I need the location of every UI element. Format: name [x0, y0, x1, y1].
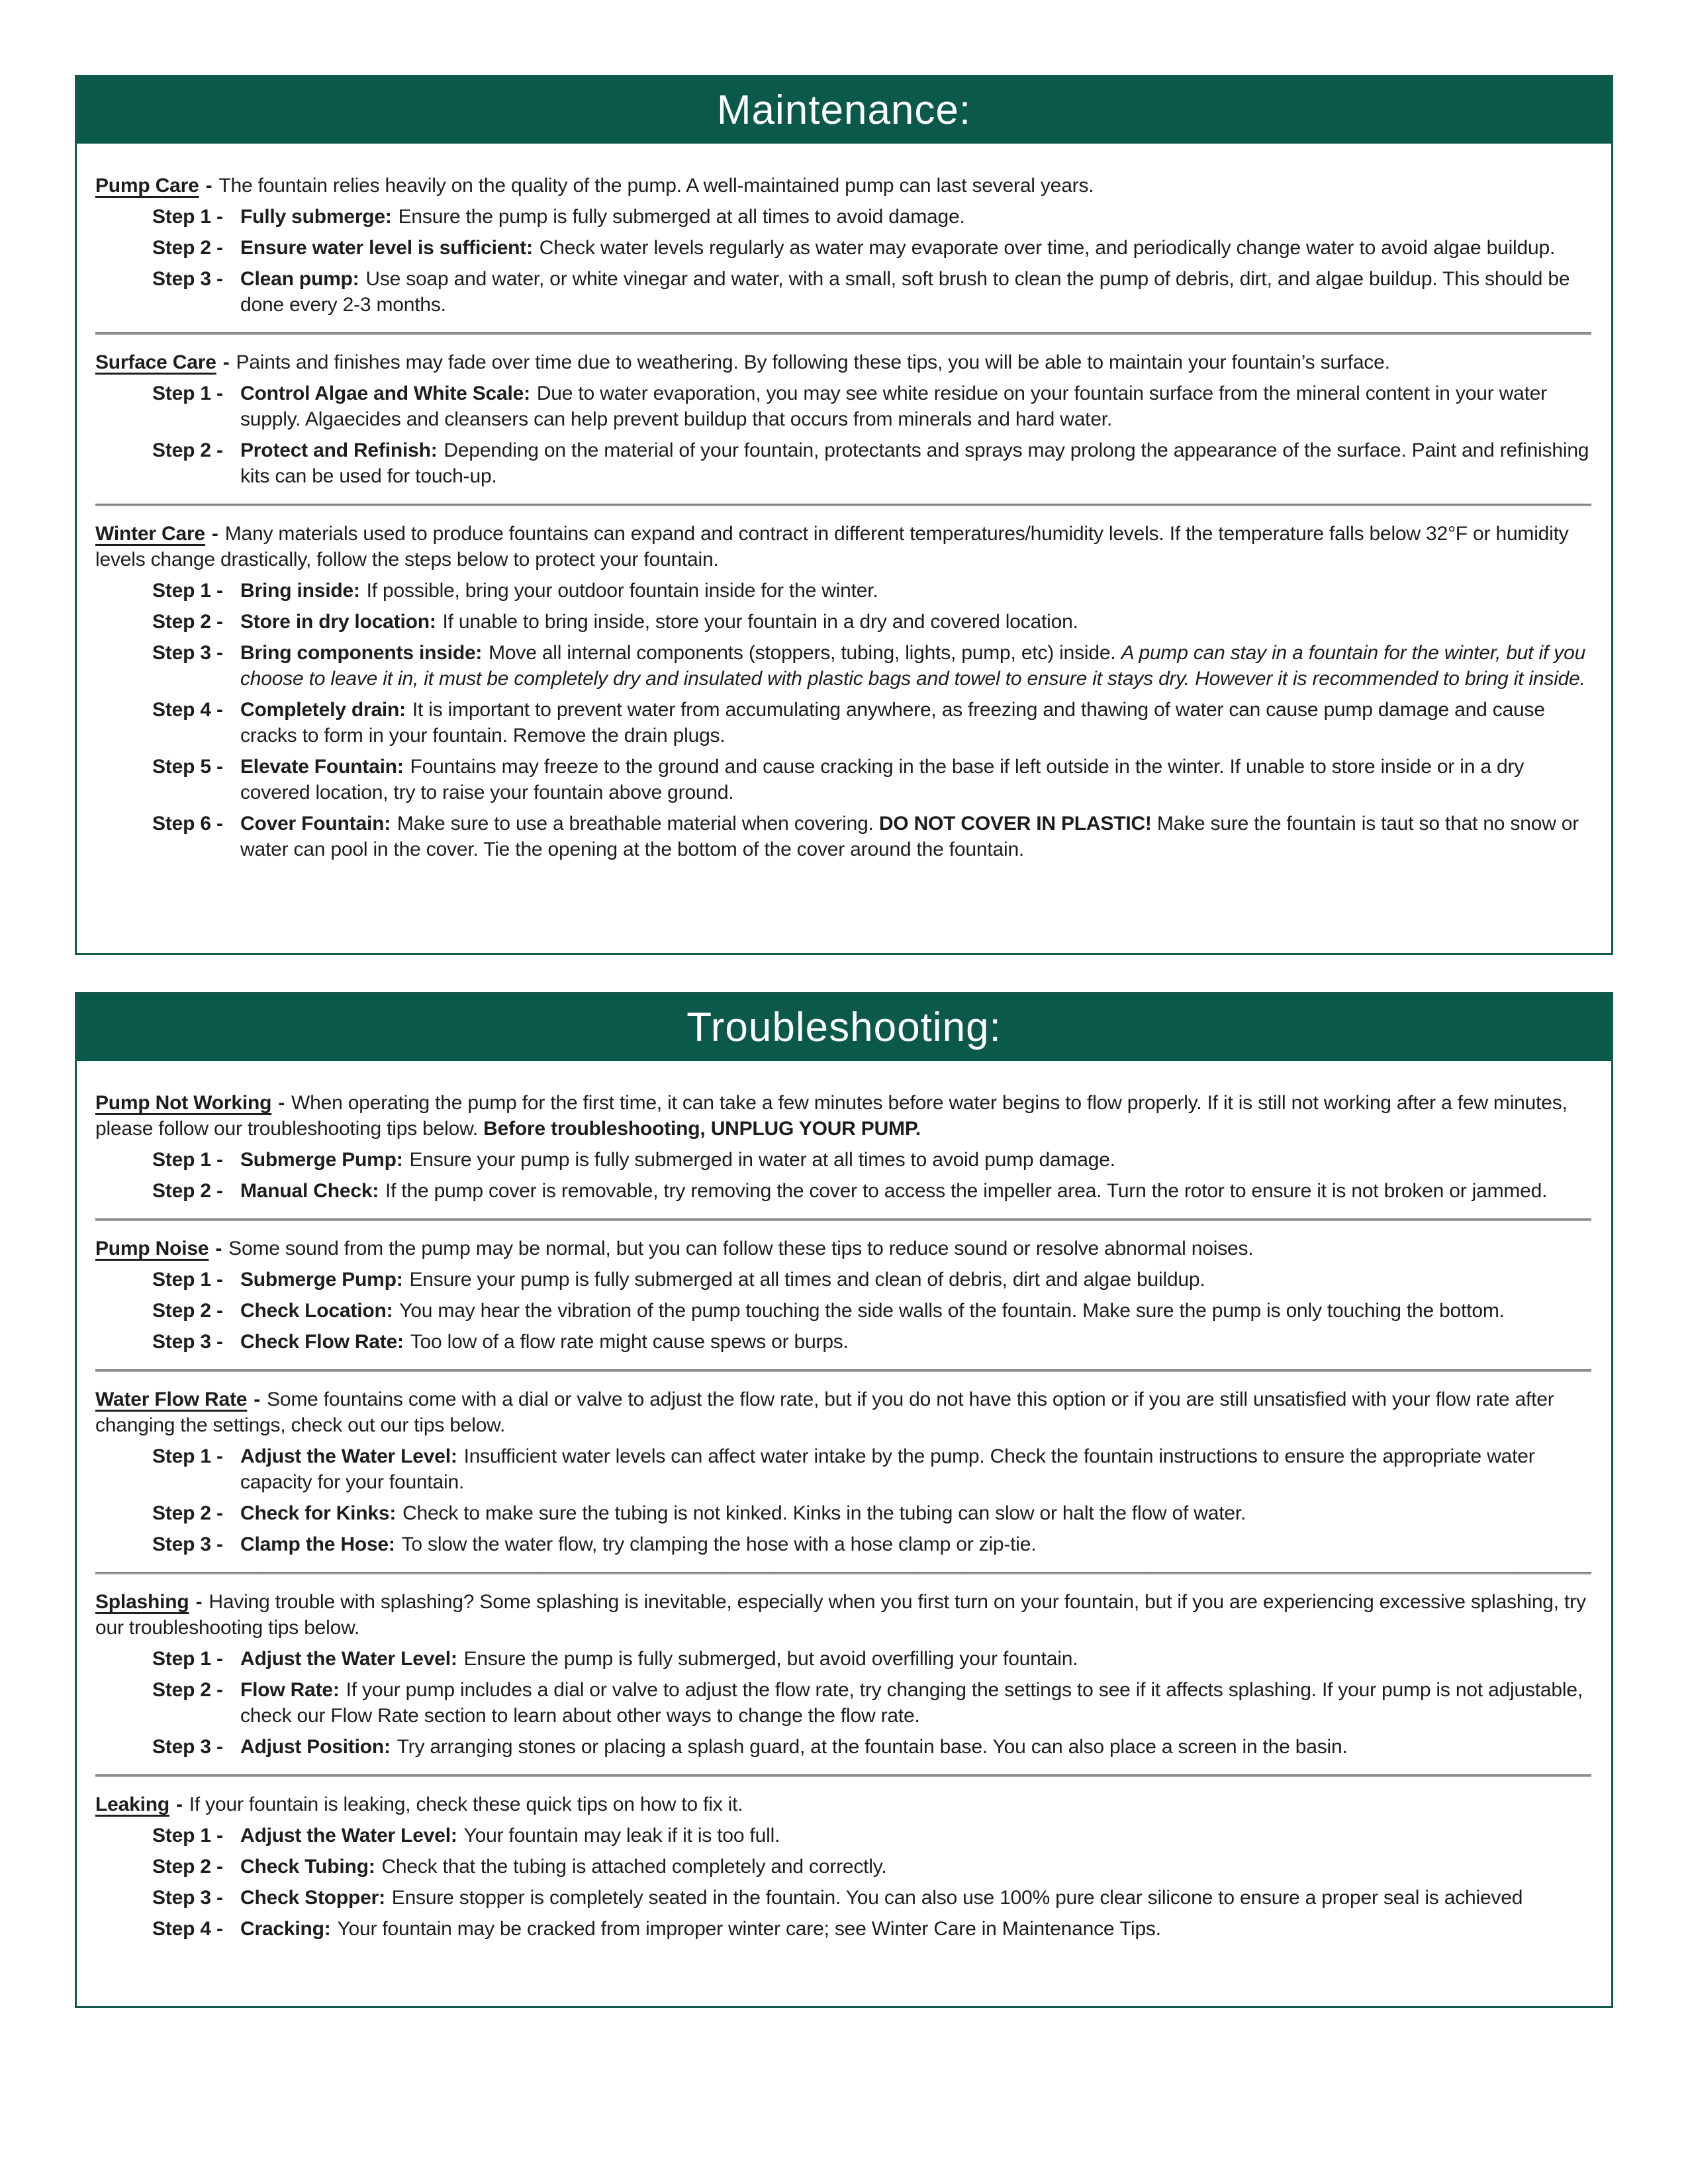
section-intro — [95, 349, 1591, 375]
step-label: Step 1 - — [152, 1825, 223, 1846]
step-label: Step 1 - — [152, 580, 223, 602]
heading-dash: - — [215, 1238, 222, 1259]
section-intro — [95, 1090, 1591, 1142]
section-pump-care — [95, 173, 1591, 318]
step-title: Adjust the Water Level: — [240, 1825, 457, 1846]
step-title: Adjust the Water Level: — [240, 1648, 457, 1670]
step-label: Step 5 - — [152, 756, 223, 778]
step-title: Adjust Position: — [240, 1736, 391, 1758]
step-desc: Ensure stopper is completely seated in the fountain. You can also use 100% pure clear silicone to ensure a proper seal is achieved — [391, 1887, 1523, 1909]
step-text — [240, 1854, 1591, 1880]
section-surface-care — [95, 349, 1591, 489]
step-title: Adjust the Water Level: — [240, 1445, 457, 1467]
heading-dash: - — [175, 1794, 183, 1815]
step-title: Bring inside: — [240, 580, 360, 602]
section-divider — [95, 504, 1591, 506]
step-title: Flow Rate: — [240, 1679, 340, 1701]
step-desc: You may hear the vibration of the pump touching the side walls of the fountain. Make sure the pump is only touching the bottom. — [399, 1300, 1505, 1322]
step-label: Step 3 - — [152, 1736, 223, 1758]
step-desc: Move all internal components (stoppers, tubing, lights, pump, etc) inside. — [489, 642, 1121, 664]
section-heading: Winter Care — [95, 523, 205, 545]
step-text — [240, 1646, 1591, 1672]
section-heading: Surface Care — [95, 351, 216, 373]
step-row — [152, 578, 1591, 604]
troubleshooting-title: Troubleshooting: — [686, 1005, 1002, 1050]
step-label: Step 1 - — [152, 1269, 223, 1291]
step-desc-bold: DO NOT COVER IN PLASTIC! — [878, 813, 1152, 835]
step-text — [240, 1443, 1591, 1495]
section-intro — [95, 521, 1591, 572]
step-text — [240, 1531, 1591, 1557]
step-label: Step 3 - — [152, 268, 223, 290]
step-row — [152, 1854, 1591, 1880]
maintenance-body — [77, 144, 1611, 878]
step-desc: If possible, bring your outdoor fountain inside for the winter. — [366, 580, 878, 602]
step-row — [152, 609, 1591, 635]
section-intro-bold: Before troubleshooting, UNPLUG YOUR PUMP. — [483, 1118, 921, 1140]
section-intro-text: Some sound from the pump may be normal, but you can follow these tips to reduce sound or resolve abnormal noises. — [228, 1238, 1254, 1259]
step-row — [152, 811, 1591, 862]
troubleshooting-box — [75, 992, 1613, 2008]
section-intro-text: Having trouble with splashing? Some splashing is inevitable, especially when you first turn on your fountain, but if you are experiencing excessive splashing, try our troubleshooting tips below. — [95, 1591, 1586, 1639]
section-intro-text: When operating the pump for the first time, it can take a few minutes before water begins to flow properly. If it is still not working after a few minutes, please follow our troubleshooting tips below. — [95, 1092, 1568, 1140]
section-divider — [95, 1369, 1591, 1372]
heading-dash: - — [211, 523, 218, 545]
step-title: Elevate Fountain: — [240, 756, 404, 778]
step-text — [240, 381, 1591, 432]
step-label: Step 2 - — [152, 1502, 223, 1524]
step-title: Check Location: — [240, 1300, 393, 1322]
step-title: Clean pump: — [240, 268, 359, 290]
step-title: Fully submerge: — [240, 206, 392, 228]
step-row — [152, 697, 1591, 749]
step-title: Completely drain: — [240, 699, 406, 721]
section-intro-text: The fountain relies heavily on the quality of the pump. A well-maintained pump can last several years. — [218, 175, 1094, 197]
section-intro-text: Some fountains come with a dial or valve to adjust the flow rate, but if you do not have this option or if you are still unsatisfied with your flow rate after changing the settings, check out our tips below. — [95, 1388, 1554, 1436]
section-divider — [95, 332, 1591, 335]
step-label: Step 3 - — [152, 1887, 223, 1909]
step-desc: Make sure to use a breathable material when covering. — [397, 813, 879, 835]
section-intro — [95, 1589, 1591, 1641]
step-desc: Too low of a flow rate might cause spews or burps. — [410, 1331, 849, 1353]
section-intro — [95, 173, 1591, 199]
step-row — [152, 1329, 1591, 1355]
step-title: Submerge Pump: — [240, 1269, 403, 1291]
section-water-flow-rate — [95, 1387, 1591, 1557]
section-intro — [95, 1792, 1591, 1817]
step-row — [152, 204, 1591, 230]
step-row — [152, 1734, 1591, 1760]
step-row — [152, 640, 1591, 692]
step-desc: Insufficient water levels can affect water intake by the pump. Check the fountain instructions to ensure the appropriate water capacity for your fountain. — [240, 1445, 1535, 1493]
maintenance-title: Maintenance: — [716, 87, 972, 133]
step-label: Step 1 - — [152, 1149, 223, 1171]
heading-dash: - — [254, 1388, 261, 1410]
step-row — [152, 1531, 1591, 1557]
step-title: Protect and Refinish: — [240, 439, 438, 461]
step-title: Check Tubing: — [240, 1856, 375, 1878]
section-divider — [95, 1774, 1591, 1777]
step-desc: Use soap and water, or white vinegar and water, with a small, soft brush to clean the pump of debris, dirt, and algae buildup. This should be done every 2-3 months. — [240, 268, 1570, 316]
step-desc: Check water levels regularly as water may evaporate over time, and periodically change water to avoid algae buildup. — [539, 237, 1556, 259]
section-intro — [95, 1387, 1591, 1438]
step-desc: If your pump includes a dial or valve to adjust the flow rate, try changing the settings to see if it affects splashing. If your pump is not adjustable, check our Flow Rate section to learn about other ways to change the flow rate. — [240, 1679, 1583, 1727]
step-desc: To slow the water flow, try clamping the hose with a hose clamp or zip-tie. — [401, 1533, 1037, 1555]
step-row — [152, 1500, 1591, 1526]
maintenance-box — [75, 75, 1613, 955]
step-label: Step 2 - — [152, 1679, 223, 1701]
section-splashing — [95, 1589, 1591, 1760]
section-pump-noise — [95, 1236, 1591, 1355]
section-divider — [95, 1218, 1591, 1221]
step-desc-tail: Make sure the fountain is taut so that no snow or water can pool in the cover. Tie the opening at the bottom of the cover around the fountain. — [240, 813, 1579, 860]
step-desc: Ensure your pump is fully submerged at all times and clean of debris, dirt and algae buildup. — [409, 1269, 1205, 1291]
step-text — [240, 1677, 1591, 1729]
step-title: Check Flow Rate: — [240, 1331, 404, 1353]
step-desc: Depending on the material of your fountain, protectants and sprays may prolong the appearance of the surface. Paint and refinishing kits can be used for touch-up. — [240, 439, 1589, 487]
step-label: Step 2 - — [152, 611, 223, 633]
step-title: Cracking: — [240, 1918, 331, 1940]
step-title: Check for Kinks: — [240, 1502, 397, 1524]
step-title: Control Algae and White Scale: — [240, 383, 530, 404]
section-heading: Water Flow Rate — [95, 1388, 248, 1410]
step-row — [152, 1646, 1591, 1672]
step-text — [240, 1823, 1591, 1848]
step-row — [152, 1267, 1591, 1293]
step-title: Submerge Pump: — [240, 1149, 403, 1171]
step-row — [152, 437, 1591, 489]
step-desc: It is important to prevent water from accumulating anywhere, as freezing and thawing of water can cause pump damage and cause cracks to form in your fountain. Remove the drain plugs. — [240, 699, 1545, 747]
step-label: Step 6 - — [152, 813, 223, 835]
section-intro — [95, 1236, 1591, 1261]
maintenance-header-bar — [77, 77, 1611, 144]
step-desc: Your fountain may be cracked from improper winter care; see Winter Care in Maintenance Tips. — [337, 1918, 1161, 1940]
section-heading: Splashing — [95, 1591, 189, 1613]
step-row — [152, 1885, 1591, 1911]
step-title: Check Stopper: — [240, 1887, 385, 1909]
step-row — [152, 1443, 1591, 1495]
heading-dash: - — [278, 1092, 285, 1114]
section-divider — [95, 1572, 1591, 1574]
step-text — [240, 1298, 1591, 1324]
step-row — [152, 381, 1591, 432]
step-text — [240, 204, 1591, 230]
section-heading: Pump Care — [95, 175, 199, 197]
step-desc: Check that the tubing is attached completely and correctly. — [381, 1856, 887, 1878]
step-desc: Ensure your pump is fully submerged in water at all times to avoid pump damage. — [409, 1149, 1115, 1171]
section-heading: Pump Noise — [95, 1238, 209, 1259]
step-text — [240, 1267, 1591, 1293]
heading-dash: - — [222, 351, 230, 373]
step-title: Cover Fountain: — [240, 813, 391, 835]
step-text — [240, 609, 1591, 635]
step-text — [240, 1178, 1591, 1204]
step-label: Step 2 - — [152, 1300, 223, 1322]
step-label: Step 1 - — [152, 383, 223, 404]
step-row — [152, 1147, 1591, 1173]
step-row — [152, 1178, 1591, 1204]
step-row — [152, 266, 1591, 318]
step-label: Step 3 - — [152, 1331, 223, 1353]
troubleshooting-header-bar — [77, 994, 1611, 1061]
step-text — [240, 754, 1591, 805]
section-intro-text: Many materials used to produce fountains can expand and contract in different temperatures/humidity levels. If the temperature falls below 32°F or humidity levels change drastically, follow the steps below to protect your fountain. — [95, 523, 1569, 570]
section-intro-text: Paints and finishes may fade over time due to weathering. By following these tips, you will be able to maintain your fountain’s surface. — [236, 351, 1390, 373]
step-desc: Check to make sure the tubing is not kinked. Kinks in the tubing can slow or halt the flow of water. — [402, 1502, 1246, 1524]
step-label: Step 2 - — [152, 439, 223, 461]
step-title: Store in dry location: — [240, 611, 436, 633]
step-text — [240, 1329, 1591, 1355]
step-row — [152, 1916, 1591, 1942]
step-text — [240, 235, 1591, 261]
step-label: Step 3 - — [152, 642, 223, 664]
step-label: Step 1 - — [152, 1445, 223, 1467]
step-title: Clamp the Hose: — [240, 1533, 395, 1555]
step-text — [240, 578, 1591, 604]
step-text — [240, 1916, 1591, 1942]
step-text — [240, 811, 1591, 862]
step-text — [240, 1500, 1591, 1526]
step-row — [152, 754, 1591, 805]
step-desc-italic: A pump can stay in a fountain for the winter, but if you choose to leave it in, it must be completely dry and insulated with plastic bags and towel to ensure it stays dry. However it is recommended to bring it inside. — [240, 642, 1586, 690]
step-title: Ensure water level is sufficient: — [240, 237, 533, 259]
step-text — [240, 266, 1591, 318]
step-text — [240, 437, 1591, 489]
step-label: Step 2 - — [152, 1180, 223, 1202]
step-label: Step 3 - — [152, 1533, 223, 1555]
heading-dash: - — [195, 1591, 203, 1613]
step-text — [240, 1147, 1591, 1173]
step-text — [240, 1734, 1591, 1760]
step-label: Step 2 - — [152, 1856, 223, 1878]
step-title: Bring components inside: — [240, 642, 483, 664]
step-desc: If unable to bring inside, store your fountain in a dry and covered location. — [442, 611, 1078, 633]
step-desc: Fountains may freeze to the ground and cause cracking in the base if left outside in the winter. If unable to store inside or in a dry covered location, try to raise your fountain above ground. — [240, 756, 1524, 803]
step-row — [152, 1298, 1591, 1324]
section-heading: Pump Not Working — [95, 1092, 272, 1114]
step-label: Step 2 - — [152, 237, 223, 259]
step-row — [152, 1677, 1591, 1729]
step-row — [152, 235, 1591, 261]
step-desc: If the pump cover is removable, try removing the cover to access the impeller area. Turn the rotor to ensure it is not broken or jammed. — [385, 1180, 1548, 1202]
section-pump-not-working — [95, 1090, 1591, 1204]
section-winter-care — [95, 521, 1591, 862]
section-leaking — [95, 1792, 1591, 1942]
section-intro-text: If your fountain is leaking, check these quick tips on how to fix it. — [189, 1794, 743, 1815]
step-label: Step 4 - — [152, 1918, 223, 1940]
step-desc: Your fountain may leak if it is too full. — [463, 1825, 780, 1846]
step-text — [240, 640, 1591, 692]
step-desc: Ensure the pump is fully submerged at all times to avoid damage. — [398, 206, 965, 228]
step-label: Step 1 - — [152, 206, 223, 228]
step-label: Step 1 - — [152, 1648, 223, 1670]
step-text — [240, 697, 1591, 749]
step-desc: Ensure the pump is fully submerged, but avoid overfilling your fountain. — [463, 1648, 1078, 1670]
section-heading: Leaking — [95, 1794, 169, 1815]
step-title: Manual Check: — [240, 1180, 379, 1202]
step-text — [240, 1885, 1591, 1911]
step-label: Step 4 - — [152, 699, 223, 721]
troubleshooting-body — [77, 1061, 1611, 1958]
step-row — [152, 1823, 1591, 1848]
heading-dash: - — [205, 175, 212, 197]
step-desc: Try arranging stones or placing a splash guard, at the fountain base. You can also place a screen in the basin. — [397, 1736, 1348, 1758]
step-desc: Due to water evaporation, you may see white residue on your fountain surface from the mineral content in your water supply. Algaecides and cleansers can help prevent buildup that occurs from minerals and hard water. — [240, 383, 1547, 430]
